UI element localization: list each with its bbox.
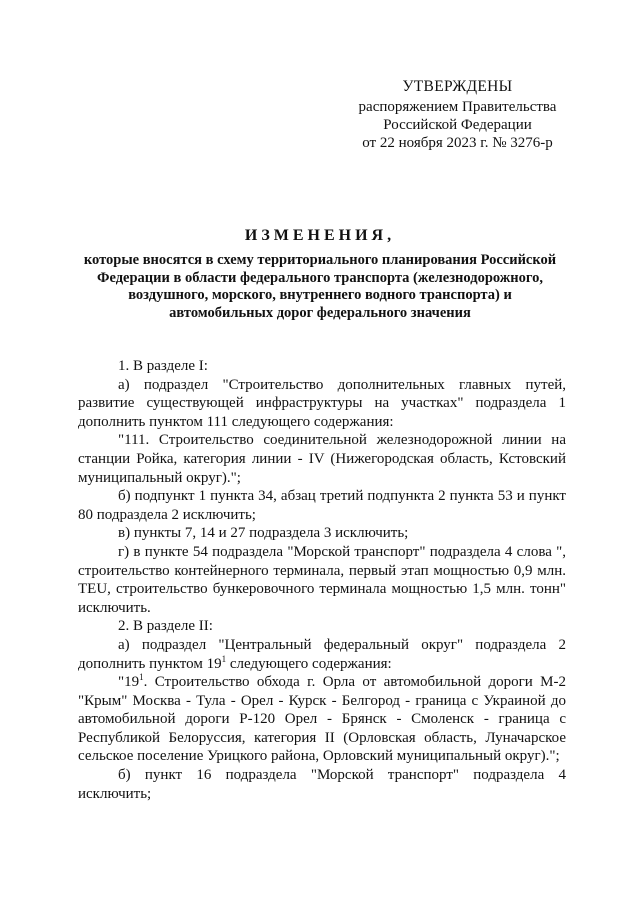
paragraph-1a-quote: "111. Строительство соединительной железнодорожной линии на станции Ройка, категория линии - IV (Нижегородская область, Кстовский муниципальный округ)."; (78, 432, 566, 486)
quote-start: "19 (118, 674, 140, 691)
approval-block (340, 78, 575, 152)
paragraph-1b: б) подпункт 1 пункта 34, абзац третий подпункта 2 пункта 53 и пункт 80 подраздела 2 исключить; (78, 488, 566, 523)
approval-heading: УТВЕРЖДЕНЫ (402, 78, 513, 95)
superscript: 1 (221, 653, 227, 664)
paragraph-1g: г) в пункте 54 подраздела "Морской транспорт" подраздела 4 слова ", строительство контейнерного терминала, первый этап мощностью 0,9 млн. TEU, строительство бункеровочного терминала мощностью 1,5 млн. тонн" исключить. (78, 543, 566, 616)
approval-line-2: Российской Федерации (383, 117, 532, 133)
document-subtitle: которые вносятся в схему территориального планирования Российской Федерации в области федерального транспорта (железнодорожного, воздушного, морского, внутреннего водного транспорта) и автомобильных дорог федерального значения (83, 252, 557, 321)
paragraph-2a-quote (78, 673, 566, 766)
paragraph-section-1: 1. В разделе I: (118, 358, 208, 374)
paragraph-1a: а) подраздел "Строительство дополнительных главных путей, развитие существующей инфраструктуры на участках" подраздела 1 дополнить пунктом 111 следующего содержания: (78, 376, 566, 430)
paragraph-1v: в) пункты 7, 14 и 27 подраздела 3 исключить; (118, 525, 409, 542)
approval-line-1: распоряжением Правительства (358, 99, 557, 115)
document-body (78, 357, 566, 803)
paragraph-2b: б) пункт 16 подраздела "Морской транспорт" подраздела 4 исключить; (78, 767, 566, 802)
paragraph-section-2: 2. В разделе II: (118, 618, 213, 635)
paragraph-2a (78, 636, 566, 673)
paragraph-2a-text-end: следующего содержания: (226, 655, 392, 672)
approval-line-3: от 22 ноября 2023 г. № 3276-р (362, 135, 553, 151)
document-title: ИЗМЕНЕНИЯ, (244, 227, 396, 244)
quote-text: . Строительство обхода г. Орла от автомобильной дороги М-2 "Крым" Москва - Тула - Орел - Курск - Белгород - граница с Украиной до автомобильной дороги Р-120 Орел - Брянск - Смоленск - граница с Республикой Белоруссия, категория II (Орловская область, Луначарское сельское поселение Урицкого района, Орловский муниципальный округ)."; (78, 674, 566, 765)
paragraph-2a-text: а) подраздел "Центральный федеральный округ" подраздела 2 дополнить пунктом 19 (78, 636, 566, 672)
superscript: 1 (139, 672, 144, 683)
